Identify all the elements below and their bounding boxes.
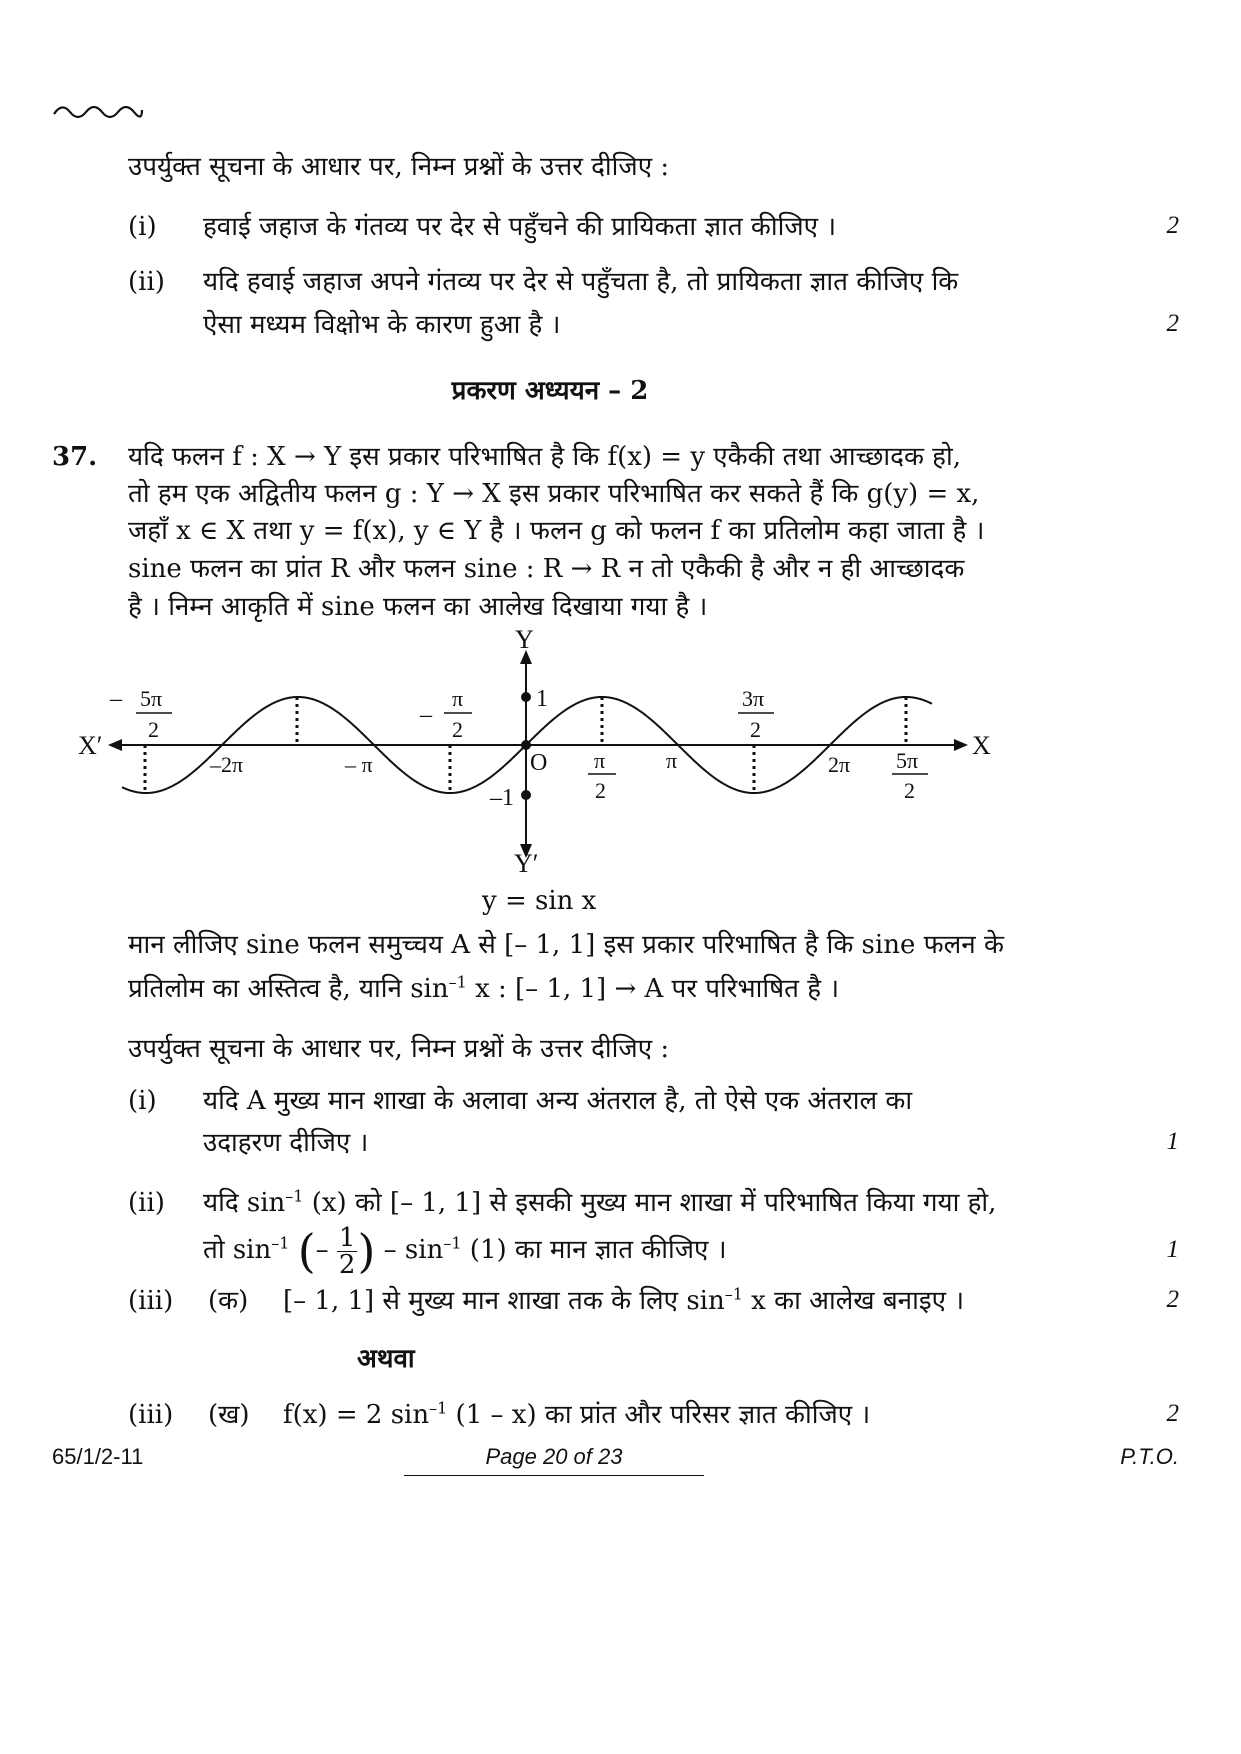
q37-para-line2: तो हम एक अद्वितीय फलन g : Y → X इस प्रकार परिभाषित कर सकते हैं कि g(y) = x, — [128, 479, 980, 509]
prev-question-ii-line1: यदि हवाई जहाज अपने गंतव्य पर देर से पहुँचता है, तो प्रायिकता ज्ञात कीजिए कि — [203, 267, 959, 297]
tick-2pi: 2π — [828, 752, 851, 777]
tick-5pi-2-den: 2 — [904, 778, 915, 803]
footer-paper-code: 65/1/2-11 — [52, 1444, 144, 1469]
tick-pi-2-den: 2 — [595, 778, 606, 803]
q37-iii-b-sub: (ख) — [208, 1400, 250, 1430]
q37-para-line3: जहाँ x ∈ X तथा y = f(x), y ∈ Y है । फलन g को फलन f का प्रतिलोम कहा जाता है । — [128, 516, 985, 546]
tick-minus-pi: – π — [345, 752, 373, 777]
prev-question-ii-number: (ii) — [128, 267, 165, 297]
tick-minus-pi-2-sign: – — [420, 702, 432, 728]
q37-i-marks: 1 — [1166, 1128, 1179, 1155]
point-y-minus-1 — [521, 790, 531, 800]
tick-5pi-2-num: 5π — [896, 748, 919, 773]
q37-para-line4: sine फलन का प्रांत R और फलन sine : R → R न तो एकैकी है और न ही आच्छादक — [128, 554, 965, 584]
footer-page-number: Page 20 of 23 — [485, 1444, 623, 1469]
q37-para2-line1: मान लीजिए sine फलन समुच्चय A से [– 1, 1] इस प्रकार परिभाषित है कि sine फलन के — [128, 930, 1004, 960]
point-y-1 — [521, 692, 531, 702]
case-study-heading: प्रकरण अध्ययन – 2 — [451, 376, 649, 406]
prev-question-ii-marks: 2 — [1166, 310, 1179, 337]
q37-iii-b-marks: 2 — [1166, 1400, 1179, 1427]
q37-para-line1: यदि फलन f : X → Y इस प्रकार परिभाषित है कि f(x) = y एकैकी तथा आच्छादक हो, — [128, 442, 961, 472]
tick-minus-1: –1 — [490, 785, 514, 811]
tick-3pi-2-den: 2 — [750, 717, 761, 742]
label-y-neg: Y′ — [514, 849, 539, 878]
q37-i-line1: यदि A मुख्य मान शाखा के अलावा अन्य अंतराल है, तो ऐसे एक अंतराल का — [203, 1086, 913, 1116]
label-y: Y — [515, 625, 534, 654]
x-axis-right-arrow — [954, 739, 968, 751]
tick-minus-5pi-2-den: 2 — [148, 717, 159, 742]
tick-3pi-2-num: 3π — [742, 686, 765, 711]
question-37-number: 37. — [52, 442, 98, 472]
q37-ii-line1: यदि $\sin^{-1} (x)$ को [– 1, 1] से इसकी मुख्य मान शाखा में परिभाषित किया गया हो, — [203, 1186, 997, 1218]
tick-pi: π — [666, 748, 678, 773]
prev-question-i-marks: 2 — [1166, 212, 1179, 239]
tick-minus-pi-2-den: 2 — [452, 717, 463, 742]
sine-graph — [70, 620, 1010, 890]
x-axis-left-arrow — [108, 739, 122, 751]
prev-intro: उपर्युक्त सूचना के आधार पर, निम्न प्रश्नों के उत्तर दीजिए : — [128, 152, 670, 182]
q37-iii-a-marks: 2 — [1166, 1286, 1179, 1313]
top-wave-mark — [52, 96, 144, 130]
label-x: X — [972, 731, 991, 760]
q37-ii-number: (ii) — [128, 1188, 165, 1218]
fraction-half: $\frac{1}{2}$ — [338, 1222, 356, 1280]
q37-iii-a-number: (iii) — [128, 1286, 174, 1316]
q37-iii-b-number: (iii) — [128, 1400, 174, 1430]
q37-intro: उपर्युक्त सूचना के आधार पर, निम्न प्रश्नों के उत्तर दीजिए : — [128, 1034, 670, 1064]
q37-iii-b-text: f(x) = 2 $\sin^{-1} (1 - x)$ का प्रांत और परिसर ज्ञात कीजिए । — [283, 1398, 871, 1430]
footer-underline — [404, 1475, 704, 1476]
paren-close: ) — [357, 1224, 376, 1278]
tick-minus-5pi-2-sign: – — [110, 686, 122, 712]
tick-minus-5pi-2-num: 5π — [140, 686, 163, 711]
or-label: अथवा — [357, 1344, 415, 1374]
tick-1: 1 — [536, 686, 548, 712]
tick-minus-2pi: –2π — [210, 752, 244, 777]
point-origin — [521, 740, 531, 750]
tick-minus-pi-2-num: π — [452, 686, 464, 711]
q37-para-line5: है । निम्न आकृति में sine फलन का आलेख दिखाया गया है । — [128, 592, 708, 622]
q37-i-line2: उदाहरण दीजिए । — [203, 1128, 369, 1158]
q37-ii-line2: तो $\sin^{-1}$ (– $\frac{1}{2}$ ) – $\sin^{-1} (1)$ का मान ज्ञात कीजिए । — [203, 1222, 727, 1280]
q37-iii-a-sub: (क) — [208, 1286, 249, 1316]
prev-question-ii-line2: ऐसा मध्यम विक्षोभ के कारण हुआ है । — [203, 310, 561, 340]
paren-open: ( — [297, 1224, 316, 1278]
label-x-neg: X′ — [78, 731, 103, 760]
q37-para2-line2: प्रतिलोम का अस्तित्व है, यानि $\sin^{-1} x$ : [– 1, 1] → A पर परिभाषित है । — [128, 972, 840, 1004]
footer-pto: P.T.O. — [1120, 1444, 1179, 1469]
q37-ii-marks: 1 — [1166, 1236, 1179, 1263]
prev-question-i-text: हवाई जहाज के गंतव्य पर देर से पहुँचने की प्रायिकता ज्ञात कीजिए । — [203, 212, 837, 242]
tick-pi-2-num: π — [594, 748, 606, 773]
q37-iii-a-text: [– 1, 1] से मुख्य मान शाखा तक के लिए $\sin^{-1} x$ का आलेख बनाइए । — [283, 1284, 965, 1316]
graph-caption: y = sin x — [482, 886, 597, 916]
prev-question-i-number: (i) — [128, 212, 157, 242]
label-origin: O — [530, 750, 548, 776]
q37-i-number: (i) — [128, 1086, 157, 1116]
